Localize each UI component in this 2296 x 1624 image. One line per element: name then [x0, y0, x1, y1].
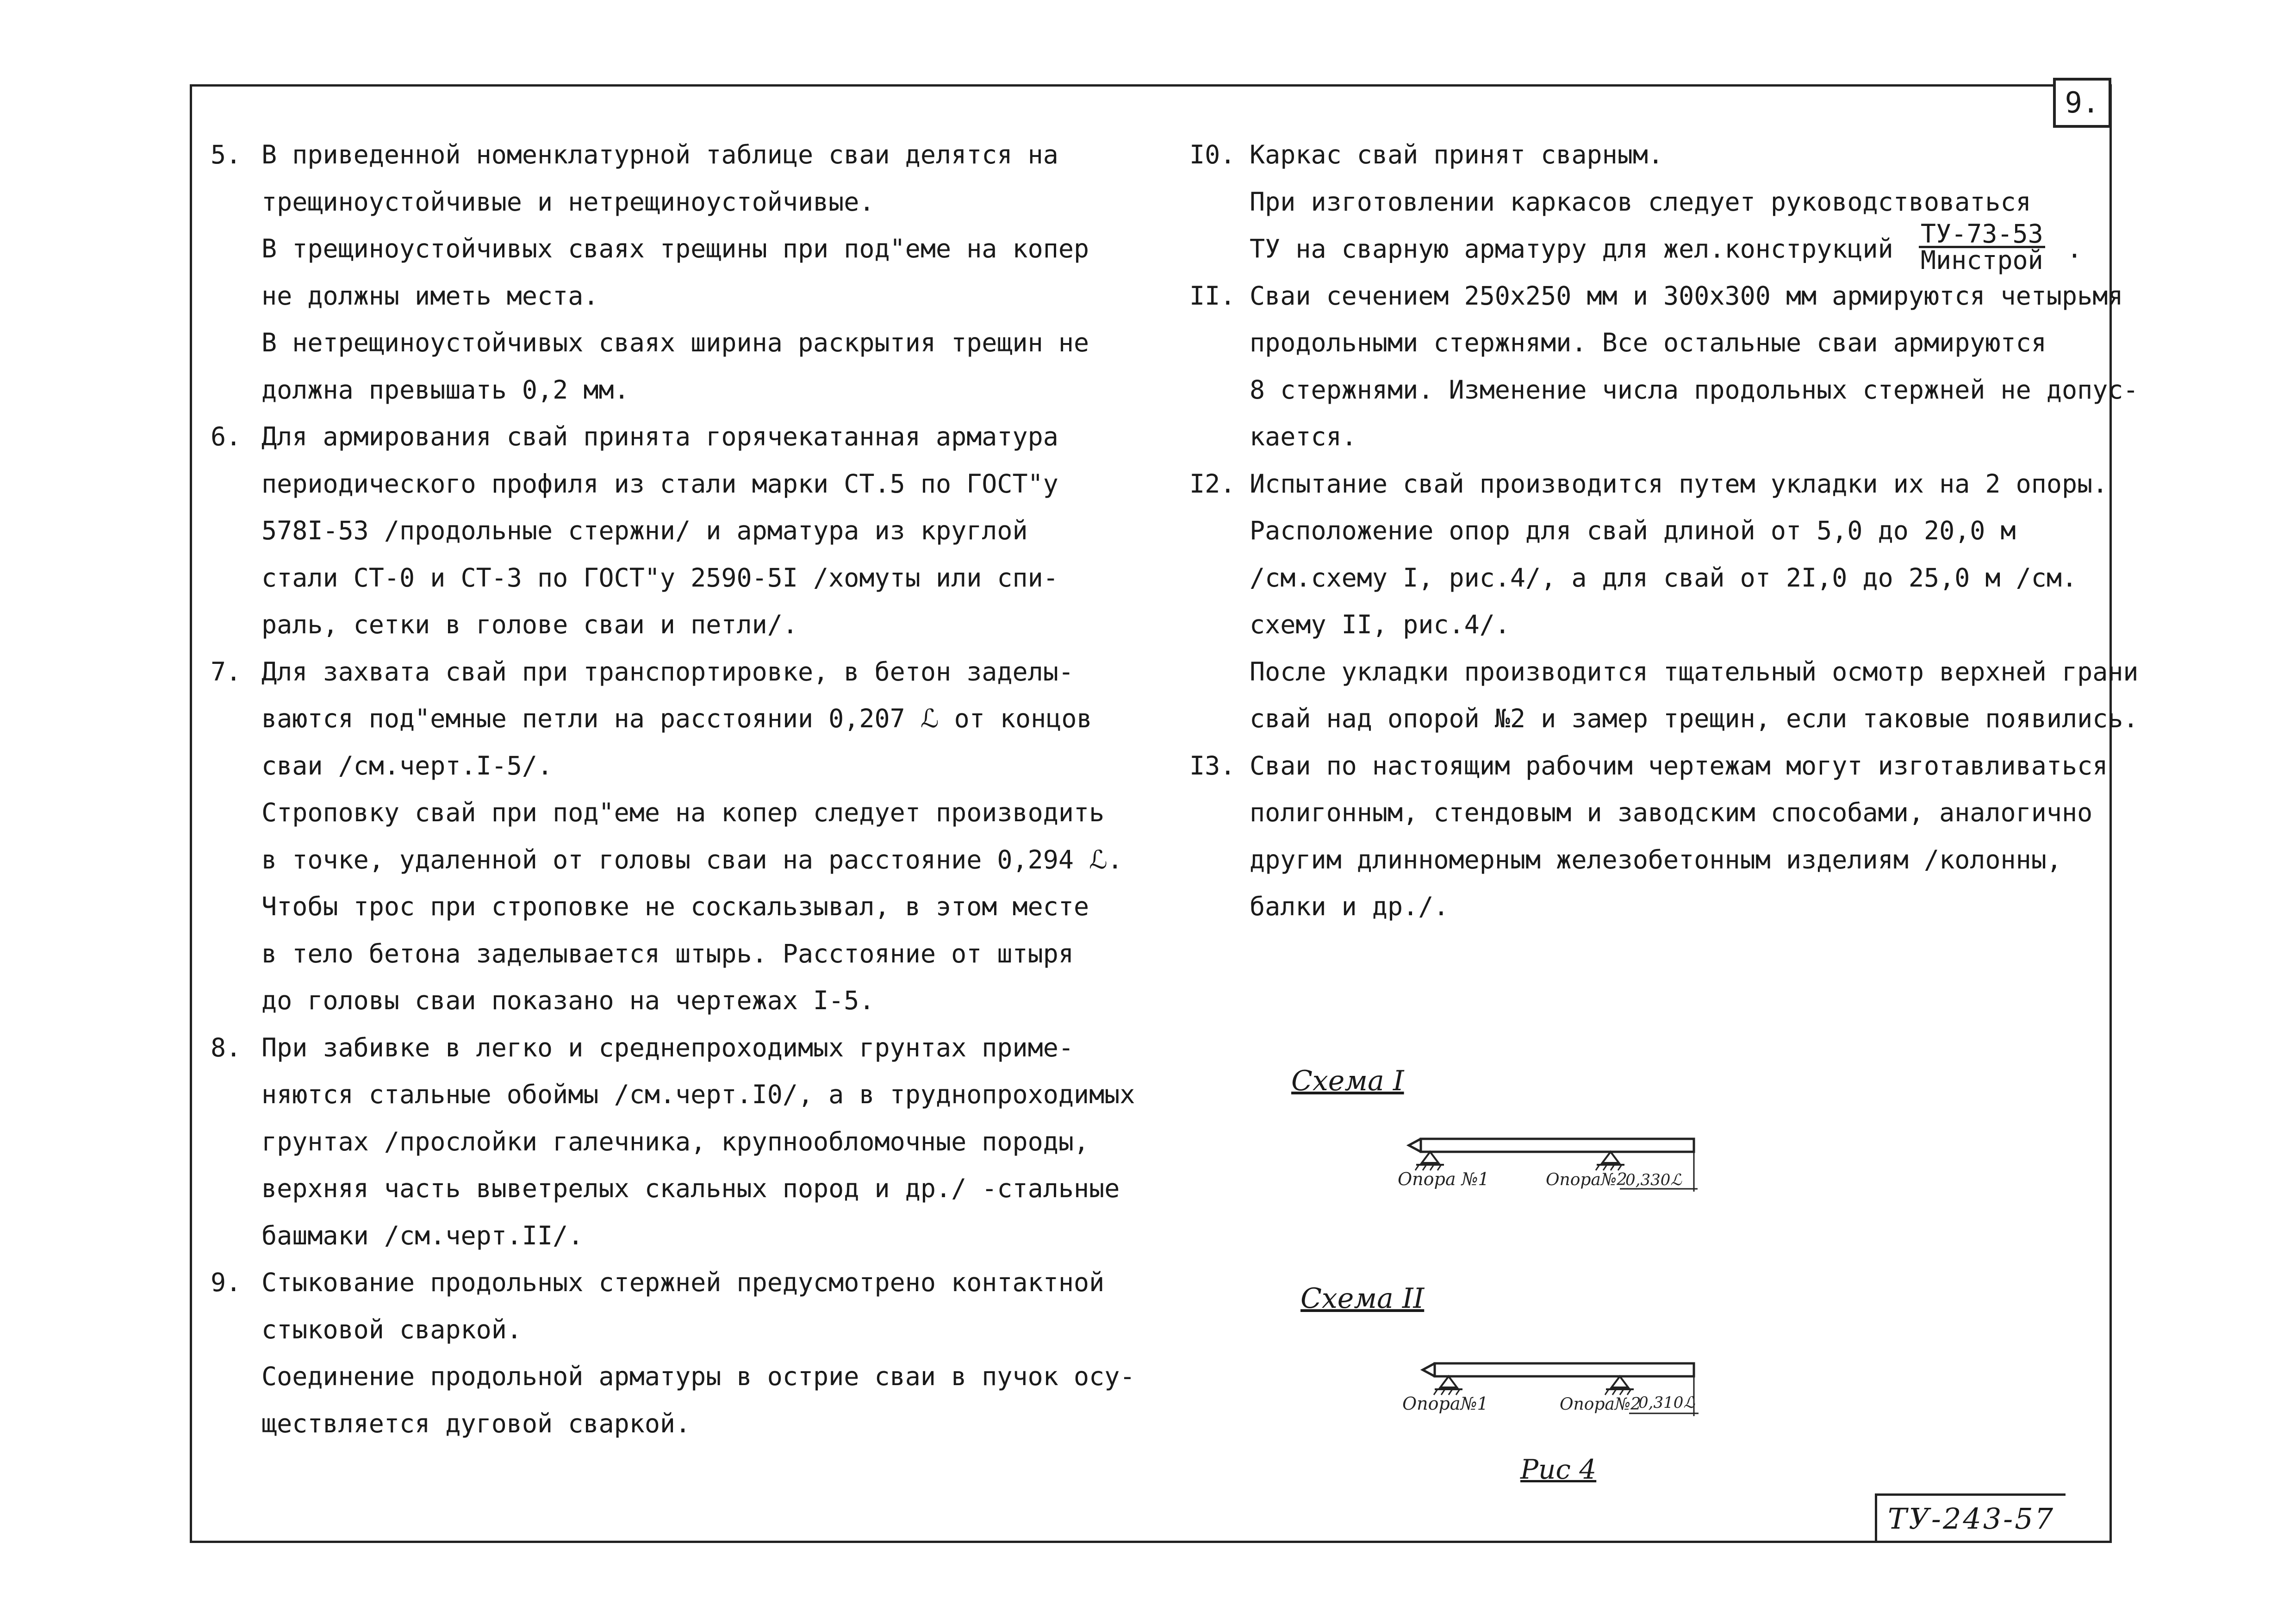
- text-line: В нетрещиноустойчивых сваях ширина раскрытия трещин не: [261, 328, 1089, 357]
- clause-12: [1189, 461, 2139, 743]
- text-line: После укладки производится тщательный осмотр верхней грани: [1250, 656, 2139, 687]
- clause-number: 7.: [211, 656, 242, 687]
- clause-6: [211, 413, 1104, 649]
- text-line: Стыкование продольных стержней предусмотрено контактной: [261, 1268, 1105, 1297]
- clause-number: I0.: [1189, 140, 1236, 169]
- text-line: кается.: [1250, 422, 1357, 451]
- clause-8: [211, 1024, 1135, 1260]
- text-line: башмаки /см.черт.II/.: [261, 1220, 584, 1250]
- clause-7: [211, 649, 1123, 1024]
- text-line: няются стальные обоймы /см.черт.I0/, а в труднопроходимых: [261, 1080, 1135, 1109]
- text-line: Расположение опор для свай длиной от 5,0 до 20,0 м: [1250, 516, 2016, 545]
- clause-10: [1189, 131, 2097, 273]
- text-line: трещиноустойчивые и нетрещиноустойчивые.: [261, 187, 875, 217]
- scheme-2-diagram: [1393, 1354, 1726, 1428]
- clause-number: I2.: [1189, 468, 1236, 499]
- text-line: Чтобы трос при строповке не соскальзывал, в этом месте: [261, 892, 1089, 921]
- text-line: Для захвата свай при транспортировке, в бетон заделы-: [261, 656, 1074, 687]
- text-line: схему II, рис.4/.: [1250, 610, 1510, 639]
- dimension-label: 0,310ℒ: [1638, 1393, 1695, 1412]
- figure-label: Рис 4: [1520, 1454, 1597, 1485]
- clause-11: [1189, 273, 2139, 461]
- text-line: стали СТ-0 и СТ-3 по ГОСТ"у 2590-5I /хомуты или спи-: [261, 562, 1058, 593]
- support-1-marker: [1440, 1376, 1457, 1387]
- clause-number: 9.: [211, 1268, 242, 1297]
- text-line: сваи /см.черт.I-5/.: [261, 750, 553, 781]
- text-line: полигонным, стендовым и заводским способами, аналогично: [1250, 798, 2093, 827]
- support-1-label: Опора №1: [1398, 1169, 1489, 1189]
- clause-5: [211, 131, 1104, 413]
- text-line: должна превышать 0,2 мм.: [261, 375, 629, 405]
- support-1-marker: [1422, 1152, 1438, 1163]
- text-line: верхняя часть выветрелых скальных пород и др./ -стальные: [261, 1174, 1120, 1203]
- text-line: При забивке в легко и среднепроходимых грунтах приме-: [261, 1032, 1074, 1062]
- text-line: При изготовлении каркасов следует руководствоваться: [1250, 187, 2031, 217]
- text-line: Соединение продольной арматуры в острие сваи в пучок осу-: [261, 1362, 1135, 1391]
- text-line: до головы сваи показано на чертежах I-5.: [261, 986, 875, 1015]
- text-line: Сваи по настоящим рабочим чертежам могут изготавливаться: [1250, 750, 2108, 781]
- text-line: в точке, удаленной от головы сваи на расстояние 0,294 ℒ.: [261, 844, 1123, 874]
- text-line: другим длинномерным железобетонным изделиям /колонны,: [1250, 844, 2062, 874]
- support-2-label: Опора№2: [1546, 1170, 1627, 1189]
- text-line: не должны иметь места.: [261, 281, 599, 311]
- document-code-stamp: ТУ-243-57: [1875, 1493, 2066, 1543]
- text-line: Испытание свай производится путем укладки их на 2 опоры.: [1250, 468, 2108, 499]
- text-fragment: ТУ на сварную арматуру для жел.конструкций: [1250, 234, 1893, 264]
- support-1-label: Опора№1: [1402, 1393, 1488, 1414]
- text-line: Сваи сечением 250х250 мм и 300х300 мм армируются четырьмя: [1250, 281, 2123, 311]
- text-line: стыковой сваркой.: [261, 1314, 522, 1344]
- text-line: балки и др./.: [1250, 892, 1449, 921]
- clause-number: 8.: [211, 1032, 242, 1062]
- clause-number: 6.: [211, 422, 242, 451]
- text-line-with-fraction: [1250, 219, 2097, 275]
- text-line: раль, сетки в голове сваи и петли/.: [261, 610, 798, 639]
- fraction-numerator: ТУ-73-53: [1919, 222, 2045, 248]
- scheme-1-title: Схема I: [1291, 1065, 1404, 1097]
- standard-fraction: [1919, 219, 2045, 275]
- text-line: 8 стержнями. Изменение числа продольных стержней не допус-: [1250, 375, 2139, 405]
- pile-tip: [1423, 1363, 1435, 1376]
- pile-beam: [1435, 1363, 1694, 1376]
- clause-9: [211, 1259, 1135, 1447]
- left-column: [211, 131, 1135, 1447]
- text-line: В приведенной номенклатурной таблице сваи делятся на: [261, 140, 1058, 169]
- text-line: /см.схему I, рис.4/, а для свай от 2I,0 до 25,0 м /см.: [1250, 562, 2078, 593]
- support-2-marker: [1612, 1376, 1628, 1387]
- text-line: Для армирования свай принята горячекатанная арматура: [261, 422, 1058, 451]
- fraction-denominator: Минстрой: [1920, 245, 2043, 275]
- clause-13: [1189, 743, 2108, 931]
- text-line: свай над опорой №2 и замер трещин, если таковые появились.: [1250, 704, 2139, 733]
- clause-number: II.: [1189, 281, 1236, 311]
- text-line: В трещиноустойчивых сваях трещины при под"еме на копер: [261, 234, 1089, 263]
- text-line: Строповку свай при под"еме на копер следует производить: [261, 798, 1105, 827]
- clause-number: 5.: [211, 140, 242, 169]
- clause-number: I3.: [1189, 750, 1236, 781]
- scheme-1-diagram: [1370, 1130, 1722, 1204]
- text-line: в тело бетона заделывается штырь. Расстояние от штыря: [261, 938, 1074, 968]
- page-number: 9.: [2053, 78, 2111, 128]
- text-line: ваются под"емные петли на расстоянии 0,207 ℒ от концов: [261, 704, 1092, 733]
- pile-tip: [1409, 1139, 1421, 1152]
- text-line: продольными стержнями. Все остальные сваи армируются: [1250, 328, 2047, 357]
- text-fragment: .: [2066, 234, 2083, 264]
- scheme-2-title: Схема II: [1300, 1282, 1425, 1315]
- right-column: [1189, 131, 2139, 931]
- support-2-marker: [1602, 1152, 1619, 1163]
- text-line: грунтах /прослойки галечника, крупнообломочные породы,: [261, 1126, 1089, 1156]
- text-line: Каркас свай принят сварным.: [1250, 140, 1664, 169]
- pile-beam: [1421, 1139, 1694, 1152]
- text-line: 578I-53 /продольные стержни/ и арматура из круглой: [261, 516, 1028, 545]
- dimension-label: 0,330ℒ: [1625, 1171, 1682, 1189]
- text-line: периодического профиля из стали марки СТ.5 по ГОСТ"у: [261, 468, 1058, 499]
- support-2-label: Опора№2: [1560, 1395, 1641, 1414]
- text-line: ществляется дуговой сваркой.: [261, 1408, 691, 1438]
